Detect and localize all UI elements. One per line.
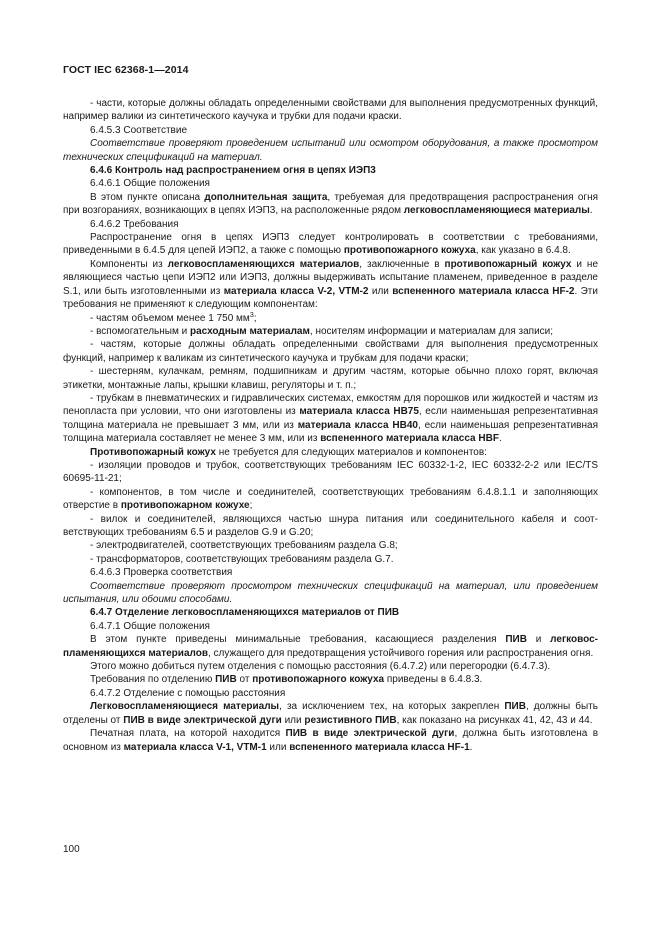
document-body bbox=[63, 97, 598, 754]
text-run: ПИВ bbox=[505, 634, 527, 646]
text-run: 6.4.5.3 Соответствие bbox=[90, 124, 188, 136]
text-run: Противопожарный кожух bbox=[90, 446, 216, 458]
paragraph bbox=[63, 673, 598, 686]
text-run: , как указано в 6.4.8. bbox=[475, 245, 571, 257]
text-run: и не являющиеся частью цепи ИЭП2 или ИЭП3, должны выдерживать испытание пламенем, приведенное в разделе S.1, или быть изготовленными из bbox=[63, 258, 599, 297]
paragraph bbox=[63, 137, 598, 164]
text-run: или bbox=[368, 285, 393, 297]
text-run: ; bbox=[253, 312, 257, 324]
text-run: . bbox=[589, 205, 593, 217]
text-run: 6.4.6 Контроль над распространением огня в цепях ИЭП3 bbox=[90, 165, 376, 177]
paragraph bbox=[63, 177, 598, 190]
text-run: - части, которые должны обладать определенными свойствами для выполнения предусмотренных функций, например валики из синтетического каучука и трубки для подачи краски. bbox=[63, 98, 598, 123]
paragraph bbox=[63, 312, 598, 325]
text-run: вспененного материала класса HF-1 bbox=[289, 741, 470, 753]
paragraph bbox=[63, 97, 598, 124]
text-run: , если наименьшая репрезентативная толщина материала не превышает 3 мм, или из bbox=[63, 406, 599, 431]
text-run: - частям объемом менее 1 750 мм bbox=[90, 312, 250, 324]
text-run: 6.4.6.2 Требования bbox=[90, 218, 179, 230]
text-run: , заключенные в bbox=[359, 258, 445, 270]
text-run: В этом пункте приведены минимальные требования, касающиеся разделения bbox=[90, 634, 506, 646]
text-run: - частям, которые должны обладать определенными свойствами для выполнения предусмотренных функций, например к валикам из синтетического каучука и трубкам для подачи краски; bbox=[63, 339, 598, 364]
text-run: вспененного материала класса HBF bbox=[320, 433, 499, 445]
text-run: Требования по отделению bbox=[90, 674, 216, 686]
text-run: , если наименьшая репрезентативная толщина материала составляет не менее 3 мм, или из bbox=[63, 419, 598, 445]
standard-header: ГОСТ IEC 62368-1—2014 bbox=[63, 64, 189, 76]
text-run: расходным материалам bbox=[189, 325, 310, 337]
text-run: . bbox=[469, 741, 473, 753]
text-run: - шестерням, кулачкам, ремням, подшипникам и другим частям, которые обычно плохо горят, включая этикетки, монтажные лапы, крышки клавиш, регуляторы и т. п.; bbox=[63, 366, 598, 391]
text-run: - трубкам в пневматических и гидравлических системах, емкостям для порошков или жидкостей и частям из пенопласта при условии, что они изготовлены из bbox=[63, 392, 598, 418]
paragraph bbox=[63, 164, 598, 177]
text-run: - вспомогательным и bbox=[90, 325, 190, 337]
text-run: Соответствие проверяют проведением испытаний или осмотром оборудования, а также просмотром технических спецификаций на материал. bbox=[63, 138, 598, 163]
paragraph bbox=[63, 553, 598, 566]
text-run: - компонентов, в том числе и соединителей, соответствующих требованиям 6.4.8.1.1 и заполняющих отверстие в bbox=[63, 486, 598, 512]
page-number: 100 bbox=[63, 844, 80, 855]
paragraph bbox=[63, 231, 598, 258]
text-run: Компоненты из bbox=[90, 258, 168, 270]
text-run: материала класса V-2, VTM-2 bbox=[223, 285, 369, 297]
text-run: ПИВ в виде электрической дуги bbox=[285, 728, 455, 740]
text-run: , должна быть изготовлена в основном из bbox=[63, 728, 599, 753]
text-run: - изоляции проводов и трубок, соответствующих требованиям IEC 60332-1-2, IEC 60332-2-2 или IEC/TS 60695-11-21; bbox=[63, 459, 598, 485]
paragraph bbox=[63, 727, 598, 754]
paragraph bbox=[63, 580, 598, 607]
text-run: или bbox=[266, 741, 290, 753]
text-run: 6.4.7 Отделение легковоспламеняющихся материалов от ПИВ bbox=[90, 607, 400, 619]
text-run: Печатная плата, на которой находится bbox=[90, 728, 286, 740]
text-run: , за исключением тех, на которых закреплен bbox=[279, 701, 505, 713]
text-run: 3 bbox=[249, 311, 254, 319]
text-run: резистивного ПИВ bbox=[304, 714, 397, 726]
paragraph bbox=[63, 486, 598, 513]
text-run: , носителям информации и материалам для записи; bbox=[309, 325, 554, 337]
text-run: материала класса HB40 bbox=[297, 419, 418, 431]
text-run: . bbox=[498, 433, 502, 445]
text-run: и bbox=[526, 634, 551, 646]
text-run: материала класса V-1, VTM-1 bbox=[123, 741, 267, 753]
paragraph bbox=[63, 446, 598, 459]
text-run: ; bbox=[249, 500, 253, 512]
paragraph bbox=[63, 258, 598, 312]
text-run: В этом пункте описана bbox=[90, 191, 205, 203]
text-run: противопожарного кожуха bbox=[343, 245, 476, 257]
text-run: противопожарного кожуха bbox=[252, 674, 385, 686]
text-run: , должны быть отделены от bbox=[63, 701, 599, 726]
text-run: , требуемая для предотвращения распространения огня при возгораниях, возникающих в цепях ИЭП3, на расположенные рядом bbox=[63, 191, 599, 217]
text-run: ПИВ bbox=[215, 674, 237, 686]
text-run: - электродвигателей, соответствующих требованиям раздела G.8; bbox=[90, 540, 398, 552]
text-run: 6.4.6.1 Общие положения bbox=[90, 178, 210, 190]
text-run: ПИВ bbox=[504, 701, 526, 713]
text-run: - вилок и соединителей, являющихся частью шнура питания или соединительного кабеля и соответствующих требованиям 6.5 и разделов G.9 и G.20; bbox=[63, 513, 598, 538]
paragraph bbox=[63, 566, 598, 579]
text-run: Соответствие проверяют просмотром технических спецификаций на материал, или проведением испытания, или обоими способами. bbox=[63, 580, 598, 606]
text-run: или bbox=[281, 714, 305, 726]
paragraph bbox=[63, 392, 598, 446]
text-run: Этого можно добиться путем отделения с помощью расстояния (6.4.7.2) или перегородки (6.4.7.3). bbox=[90, 661, 551, 673]
text-run: вспененного материала класса HF-2 bbox=[392, 285, 575, 297]
paragraph bbox=[63, 365, 598, 392]
paragraph bbox=[63, 700, 598, 727]
paragraph bbox=[63, 633, 598, 660]
text-run: , служащего для предотвращения устойчивого горения или распространения огня. bbox=[207, 647, 594, 659]
paragraph bbox=[63, 459, 598, 486]
text-run: противопожарном кожухе bbox=[120, 500, 250, 512]
text-run: 6.4.7.1 Общие положения bbox=[90, 620, 210, 632]
text-run: легковоспламеняющихся материалов bbox=[63, 634, 598, 659]
text-run: противопожарный кожух bbox=[444, 258, 572, 270]
paragraph bbox=[63, 620, 598, 633]
text-run: Распространение огня в цепях ИЭП3 следует контролировать в соответствии с требованиями, приведенными в 6.4.5 для цепей ИЭП2, а также с помощью bbox=[63, 232, 598, 257]
paragraph bbox=[63, 660, 598, 673]
paragraph bbox=[63, 338, 598, 365]
text-run: - трансформаторов, соответствующих требованиям раздела G.7. bbox=[90, 553, 394, 565]
paragraph bbox=[63, 606, 598, 619]
text-run: Легковоспламеняющиеся материалы bbox=[90, 701, 280, 713]
paragraph bbox=[63, 539, 598, 552]
text-run: материала класса HB75 bbox=[299, 406, 419, 418]
text-run: приведены в 6.4.8.3. bbox=[384, 674, 483, 686]
text-run: легковоспламеняющиеся материалы bbox=[403, 205, 590, 217]
text-run: . Эти требования не применяют к следующим компонентам: bbox=[63, 285, 598, 311]
paragraph bbox=[63, 325, 598, 338]
paragraph bbox=[63, 124, 598, 137]
text-run: дополнительная защита bbox=[204, 191, 328, 203]
text-run: не требуется для следующих материалов и компонентов: bbox=[215, 446, 487, 458]
text-run: 6.4.6.3 Проверка соответствия bbox=[90, 567, 233, 579]
paragraph bbox=[63, 191, 598, 218]
text-run: ПИВ в виде электрической дуги bbox=[123, 714, 282, 726]
text-run: , как показано на рисунках 41, 42, 43 и 44. bbox=[396, 714, 593, 726]
paragraph bbox=[63, 218, 598, 231]
text-run: легковоспламеняющихся материалов bbox=[167, 258, 360, 270]
text-run: от bbox=[236, 674, 253, 686]
text-run: 6.4.7.2 Отделение с помощью расстояния bbox=[90, 687, 286, 699]
paragraph bbox=[63, 687, 598, 700]
paragraph bbox=[63, 513, 598, 540]
